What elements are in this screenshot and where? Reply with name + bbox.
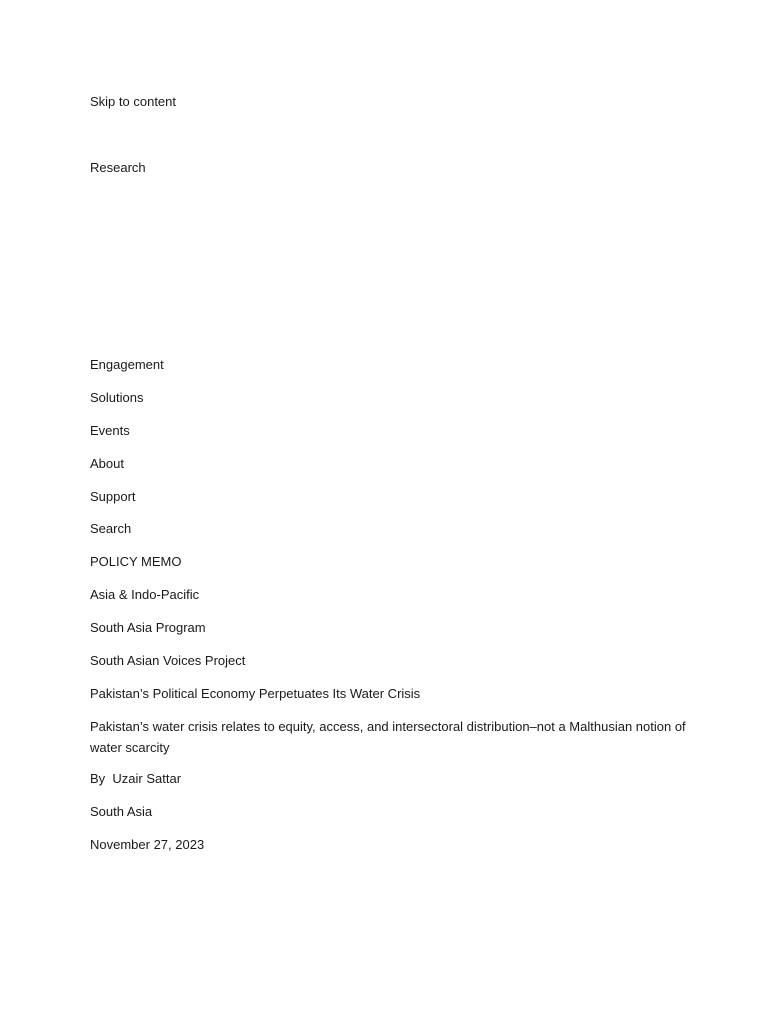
nav-item-support[interactable]: Support <box>90 489 136 504</box>
byline <box>90 771 181 787</box>
nav-item-search[interactable]: Search <box>90 521 132 536</box>
nav-item-about[interactable]: About <box>90 456 124 471</box>
nav-item-events[interactable]: Events <box>90 423 130 438</box>
publish-date: November 27, 2023 <box>90 837 205 852</box>
project-link[interactable]: South Asian Voices Project <box>90 653 246 668</box>
nav-item-engagement[interactable]: Engagement <box>90 357 164 372</box>
article-subtitle: Pakistan’s water crisis relates to equity, access, and intersectoral distribution–not a Malthusian notion of water scarcity <box>90 719 686 755</box>
skip-to-content-link[interactable]: Skip to content <box>90 94 176 109</box>
article-type-label: POLICY MEMO <box>90 554 182 569</box>
article-title: Pakistan’s Political Economy Perpetuates Its Water Crisis <box>90 686 421 701</box>
topic-link[interactable]: South Asia <box>90 804 153 819</box>
author-link[interactable]: Uzair Sattar <box>112 771 182 786</box>
program-link[interactable]: South Asia Program <box>90 620 206 635</box>
region-link[interactable]: Asia & Indo-Pacific <box>90 587 200 602</box>
nav-item-solutions[interactable]: Solutions <box>90 390 144 405</box>
byline-prefix: By <box>90 771 106 786</box>
nav-item-research[interactable]: Research <box>90 160 146 175</box>
